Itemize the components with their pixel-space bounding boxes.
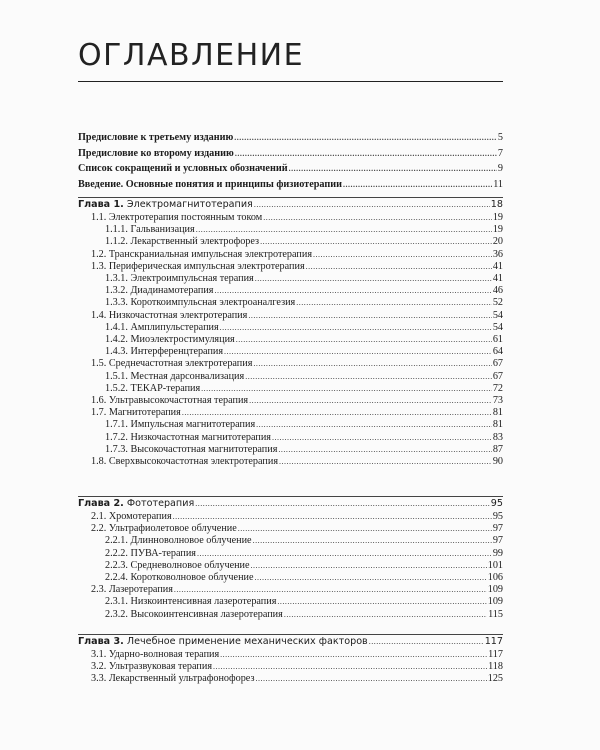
dot-leader <box>245 371 492 383</box>
page-title: ОГЛАВЛЕНИЕ <box>78 38 305 73</box>
dot-leader <box>263 212 492 224</box>
toc-entry[interactable] <box>78 212 503 224</box>
toc-entry-text: 1.3. Периферическая импульсная электротерапия <box>91 260 305 272</box>
dot-leader <box>213 661 487 673</box>
toc-entry-text: Список сокращений и условных обозначений <box>78 163 288 174</box>
toc-entry-text: 2.2.1. Длинноволновое облучение <box>105 535 252 547</box>
toc-entry-page: 106 <box>487 572 503 584</box>
toc-entry[interactable] <box>78 358 503 370</box>
toc-entry[interactable] <box>78 130 503 146</box>
dot-leader <box>251 560 487 572</box>
toc-entry-page: 83 <box>492 431 503 443</box>
toc-entry[interactable] <box>78 548 503 560</box>
toc-entry[interactable] <box>78 572 503 584</box>
dot-leader <box>182 407 492 419</box>
toc-entry[interactable] <box>78 535 503 547</box>
dot-leader <box>174 584 487 596</box>
toc-entry-page: 115 <box>488 608 503 620</box>
toc-entry-text: 1.3.1. Электроимпульсная терапия <box>105 273 254 285</box>
chapter-3-section <box>78 634 503 686</box>
toc-entry-text: 1.4. Низкочастотная электротерапия <box>91 309 248 321</box>
toc-entry-text: 1.8. Сверхвысокочастотная электротерапия <box>91 456 278 468</box>
dot-leader <box>255 273 492 285</box>
dot-leader <box>173 511 492 523</box>
toc-entry-page: 81 <box>492 407 503 419</box>
toc-entry[interactable] <box>78 560 503 572</box>
dot-leader <box>313 249 492 261</box>
toc-entry[interactable] <box>78 395 503 407</box>
dot-leader <box>289 161 497 177</box>
dot-leader <box>279 456 492 468</box>
toc-entry-text: 2.1. Хромотерапия <box>91 511 172 522</box>
toc-entry[interactable] <box>78 523 503 535</box>
dot-leader <box>220 649 487 661</box>
toc-entry-page: 97 <box>492 535 503 547</box>
toc-entry-text: 1.4.1. Амплипульстерапия <box>105 321 219 333</box>
toc-entry[interactable] <box>78 273 503 285</box>
toc-entry[interactable] <box>78 456 503 468</box>
toc-entry-page: 118 <box>488 661 503 673</box>
dot-leader <box>369 635 484 649</box>
toc-entry-page: 125 <box>487 673 503 685</box>
toc-entry[interactable] <box>78 177 503 193</box>
toc-entry[interactable] <box>78 383 503 395</box>
dot-leader <box>195 497 490 511</box>
dot-leader <box>235 146 497 162</box>
dot-leader <box>201 383 492 395</box>
toc-entry[interactable] <box>78 596 503 608</box>
toc-entry-page: 20 <box>492 236 503 248</box>
dot-leader <box>249 395 492 407</box>
dot-leader <box>220 322 492 334</box>
toc-entry-text: Введение. Основные понятия и принципы физиотерапии <box>78 178 342 190</box>
toc-entry-text: 3.1. Ударно-волновая терапия <box>91 649 220 660</box>
toc-entry-text: 3.3. Лекарственный ультрафонофорез <box>91 673 255 685</box>
toc-entry[interactable] <box>78 310 503 322</box>
toc-entry[interactable] <box>78 249 503 261</box>
toc-entry[interactable] <box>78 285 503 297</box>
toc-entry[interactable] <box>78 649 503 661</box>
toc-entry-text: 2.3.2. Высокоинтенсивная лазеротерапия <box>105 608 283 620</box>
toc-entry-page: 19 <box>492 224 503 236</box>
chapter-heading[interactable] <box>78 635 503 649</box>
toc-entry-page: 99 <box>492 547 503 559</box>
toc-entry-text: Предисловие ко второму изданию <box>78 147 234 159</box>
toc-entry-text: 1.5. Среднечастотная электротерапия <box>91 358 253 370</box>
chapter-page: 18 <box>490 199 503 210</box>
toc-entry-page: 90 <box>492 456 503 468</box>
toc-entry-page: 95 <box>492 511 503 522</box>
toc-entry[interactable] <box>78 371 503 383</box>
toc-entry-page: 7 <box>497 147 503 159</box>
toc-entry-page: 61 <box>492 334 503 346</box>
toc-entry-text: 1.3.3. Короткоимпульсная электроаналгезия <box>105 297 296 309</box>
dot-leader <box>196 224 492 236</box>
chapter-2-section <box>78 496 503 621</box>
toc-entry-page: 36 <box>492 248 503 260</box>
toc-entry-text: 1.4.2. Миоэлектростимуляция <box>105 334 235 346</box>
toc-entry-page: 117 <box>488 649 503 660</box>
chapter-label: Глава 1. <box>78 199 124 210</box>
toc-entry-text: 2.3.1. Низкоинтенсивная лазеротерапия <box>105 596 277 608</box>
toc-entry-page: 9 <box>497 163 503 174</box>
chapter-page: 117 <box>484 636 503 647</box>
toc-entry-text: 1.5.1. Местная дарсонвализация <box>105 370 245 382</box>
toc-entry[interactable] <box>78 511 503 523</box>
toc-entry-page: 52 <box>492 297 503 309</box>
toc-entry-text: 2.2.4. Коротковолновое облучение <box>105 572 254 584</box>
toc-entry-page: 54 <box>492 321 503 333</box>
toc-entry-text: 1.6. Ультравысокочастотная терапия <box>91 395 249 407</box>
dot-leader <box>234 130 497 146</box>
toc-entry-text: 1.1.1. Гальванизация <box>105 224 195 236</box>
toc-entry-page: 54 <box>492 309 503 321</box>
toc-entry[interactable] <box>78 584 503 596</box>
toc-entry-page: 73 <box>492 395 503 407</box>
toc-entry-text: 1.2. Транскраниальная импульсная электротерапия <box>91 248 313 260</box>
toc-entry-page: 41 <box>492 273 503 285</box>
chapter-label: Глава 2. <box>78 498 124 509</box>
dot-leader <box>236 334 492 346</box>
dot-leader <box>214 285 491 297</box>
toc-entry-page: 81 <box>492 419 503 431</box>
dot-leader <box>277 596 486 608</box>
toc-entry-page: 101 <box>487 559 503 571</box>
toc-entry-page: 87 <box>492 443 503 455</box>
dot-leader <box>248 310 492 322</box>
toc-entry-page: 5 <box>497 132 503 143</box>
toc-entry-text: 1.1. Электротерапия постоянным током <box>91 212 263 223</box>
toc-entry[interactable] <box>78 407 503 419</box>
toc-entry[interactable] <box>78 661 503 673</box>
toc-entry-text: 1.7.3. Высокочастотная магнитотерапия <box>105 443 278 455</box>
toc-entry-text: 1.1.2. Лекарственный электрофорез <box>105 236 260 248</box>
toc-entry-text: 2.3. Лазеротерапия <box>91 584 173 596</box>
chapter-heading[interactable] <box>78 497 503 511</box>
chapter-label: Глава 3. <box>78 636 124 647</box>
toc-entry[interactable] <box>78 609 503 621</box>
chapter-title: Лечебное применение механических факторов <box>126 636 368 647</box>
toc-entry-text: 1.3.2. Диадинамотерапия <box>105 285 214 297</box>
toc-entry[interactable] <box>78 297 503 309</box>
toc-entry[interactable] <box>78 261 503 273</box>
toc-entry-text: 1.7.1. Импульсная магнитотерапия <box>105 419 256 431</box>
toc-entry[interactable] <box>78 322 503 334</box>
toc-entry-text: 1.4.3. Интерференцтерапия <box>105 346 224 358</box>
toc-entry-page: 97 <box>492 523 503 535</box>
dot-leader <box>343 177 492 193</box>
toc-entry[interactable] <box>78 346 503 358</box>
dot-leader <box>253 535 492 547</box>
dot-leader <box>256 419 492 431</box>
dot-leader <box>260 236 492 248</box>
toc-entry-text: 3.2. Ультразвуковая терапия <box>91 661 213 673</box>
toc-entry[interactable] <box>78 146 503 162</box>
toc-entry[interactable] <box>78 432 503 444</box>
toc-entry-text: 1.5.2. ТЕКАР-терапия <box>105 382 201 394</box>
dot-leader <box>272 432 492 444</box>
dot-leader <box>254 198 490 212</box>
toc-entry[interactable] <box>78 419 503 431</box>
dot-leader <box>255 572 487 584</box>
dot-leader <box>296 297 492 309</box>
toc-entry-page: 72 <box>492 382 503 394</box>
toc-entry-page: 41 <box>492 260 503 272</box>
dot-leader <box>253 358 491 370</box>
toc-entry-page: 67 <box>492 370 503 382</box>
toc-entry-text: 2.2.3. Средневолновое облучение <box>105 559 250 571</box>
toc-entry-text: Предисловие к третьему изданию <box>78 132 234 143</box>
toc-entry-page: 46 <box>492 285 503 297</box>
toc-entry-page: 64 <box>492 346 503 358</box>
chapter-heading[interactable] <box>78 198 503 212</box>
toc-entry[interactable] <box>78 444 503 456</box>
dot-leader <box>255 673 486 685</box>
toc-entry-text: 2.2. Ультрафиолетовое облучение <box>91 523 237 535</box>
dot-leader <box>238 523 492 535</box>
dot-leader <box>197 548 492 560</box>
toc-entry-page: 19 <box>492 212 503 223</box>
chapter-title: Фототерапия <box>126 498 195 509</box>
toc-entry[interactable] <box>78 161 503 177</box>
dot-leader <box>284 609 487 621</box>
chapter-page: 95 <box>490 498 503 509</box>
dot-leader <box>278 444 491 456</box>
dot-leader <box>224 346 492 358</box>
toc-entry[interactable] <box>78 224 503 236</box>
toc-entry[interactable] <box>78 236 503 248</box>
title-divider <box>78 81 503 82</box>
toc-entry-page: 11 <box>493 178 503 190</box>
chapter-1-section <box>78 197 503 468</box>
toc-entry[interactable] <box>78 673 503 685</box>
chapter-title: Электромагнитотерапия <box>126 199 253 210</box>
toc-entry-text: 1.7. Магнитотерапия <box>91 407 181 419</box>
toc-entry-page: 109 <box>487 584 503 596</box>
preface-list <box>78 130 503 192</box>
toc-entry-page: 109 <box>487 596 503 608</box>
toc-entry-text: 1.7.2. Низкочастотная магнитотерапия <box>105 431 271 443</box>
toc-entry[interactable] <box>78 334 503 346</box>
dot-leader <box>306 261 492 273</box>
toc-entry-page: 67 <box>492 358 503 370</box>
toc-entry-text: 2.2.2. ПУВА-терапия <box>105 547 196 559</box>
